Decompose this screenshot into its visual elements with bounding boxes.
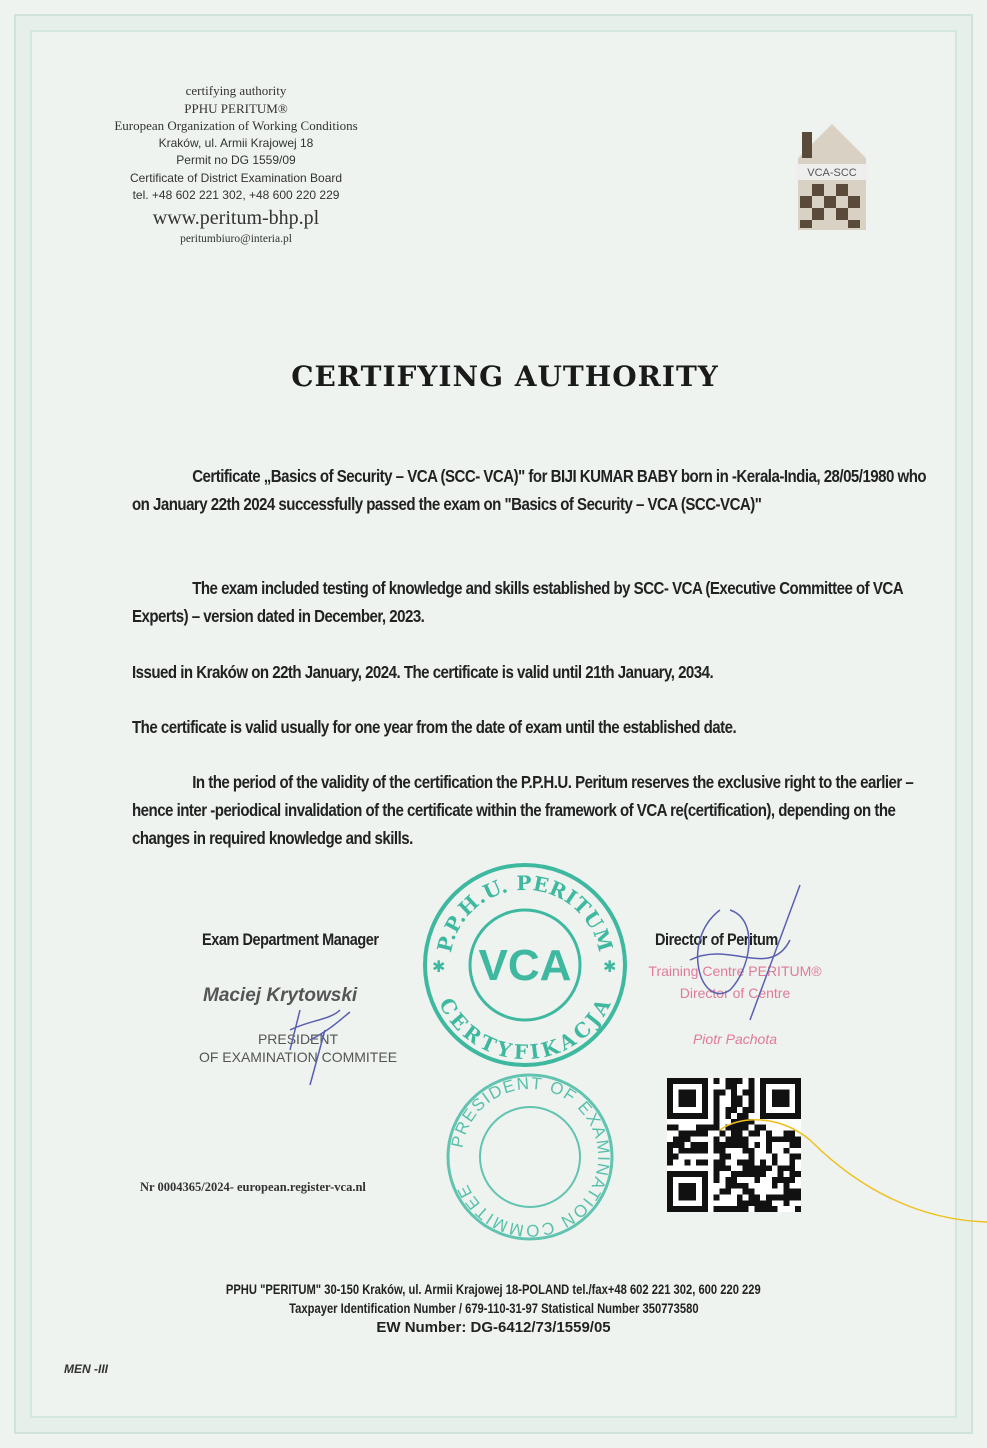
qr-finder (679, 1090, 696, 1107)
qr-module (714, 1125, 720, 1131)
qr-module (714, 1119, 720, 1125)
qr-module (749, 1095, 755, 1101)
qr-module (679, 1136, 685, 1142)
qr-finder (679, 1183, 696, 1200)
qr-module (667, 1160, 673, 1166)
paragraph-issued: Issued in Kraków on 22th January, 2024. The certificate is valid until 21th January, 2034. (132, 662, 714, 682)
stamp-center-text: VCA (478, 941, 572, 990)
svg-text:PRESIDENT OF EXAMINATION COMMI (448, 1074, 614, 1240)
qr-module (749, 1084, 755, 1090)
header-line: Certificate of District Examination Board (129, 170, 343, 185)
paragraph-reservation: In the period of the validity of the certification the P.P.H.U. Peritum reserves the exclusive right to the earlier – hence inter -periodical invalidation of the certificate within the framework of VCA re(certification), depending on the changes in required knowledge and skills. (132, 772, 914, 848)
qr-module (714, 1136, 720, 1142)
qr-module (667, 1148, 673, 1154)
qr-module (731, 1084, 737, 1090)
committee-stamp-text: PRESIDENT OF EXAMINATION COMMITEE (447, 1073, 614, 1241)
stamp-bottom-text: CERTYFIKACJA (434, 993, 616, 1065)
qr-module (725, 1078, 731, 1084)
qr-module (667, 1154, 673, 1160)
qr-module (714, 1090, 720, 1096)
qr-module (731, 1078, 737, 1084)
qr-module (673, 1154, 679, 1160)
role-line: OF EXAMINATION COMMITEE (198, 1049, 398, 1065)
left-signatory-title: Exam Department Manager (202, 930, 379, 949)
svg-text:CERTYFIKACJA (434, 994, 616, 1065)
paragraph-validity: The certificate is valid usually for one year from the date of exam until the established date. (132, 717, 737, 737)
training-centre-stamp: Training Centre PERITUM® (648, 963, 822, 979)
header-line: European Organization of Working Conditions (114, 118, 358, 133)
qr-module (749, 1090, 755, 1096)
footer (0, 1280, 987, 1337)
examination-committee-stamp (445, 1072, 615, 1242)
header-line: Permit no DG 1559/09 (176, 153, 296, 167)
header-line: PPHU PERITUM® (184, 100, 288, 116)
qr-module (679, 1148, 685, 1154)
paragraph-certificate: Certificate „Basics of Security – VCA (SCC- VCA)" for BIJI KUMAR BABY born in -Kerala-India, 28/05/1980 who on January 22th 2024 successfully passed the exam on "Basics of Security – VCA (SCC-VCA)" (132, 466, 927, 514)
left-signatory-name: Maciej Krytowski (203, 985, 358, 1006)
role-line: PRESIDENT (257, 1031, 339, 1047)
qr-module (702, 1125, 708, 1131)
left-signature (270, 1000, 360, 1090)
qr-module (690, 1130, 696, 1136)
qr-module (731, 1090, 737, 1096)
qr-module (667, 1142, 673, 1148)
qr-module (714, 1113, 720, 1119)
qr-module (714, 1177, 720, 1183)
qr-module (714, 1101, 720, 1107)
qr-module (702, 1130, 708, 1136)
stamp-star-icon: ✱ (432, 959, 446, 976)
qr-module (725, 1084, 731, 1090)
email: peritumbiuro@interia.pl (180, 232, 292, 245)
footer-tax-ids: Taxpayer Identification Number / 679-110-31-97 Statistical Number 350773580 (288, 1300, 699, 1316)
footer-ew-number: EW Number: DG-6412/73/1559/05 (376, 1319, 611, 1336)
stamp-top-text: P.P.H.U. PERITUM (432, 870, 619, 955)
qr-module (702, 1148, 708, 1154)
qr-module (684, 1130, 690, 1136)
qr-module (714, 1107, 720, 1113)
qr-module (714, 1142, 720, 1148)
qr-module (719, 1090, 725, 1096)
qr-module (714, 1148, 720, 1154)
document-title: CERTIFYING AUTHORITY (291, 360, 719, 393)
qr-module (679, 1142, 685, 1148)
qr-module (714, 1078, 720, 1084)
qr-module (714, 1171, 720, 1177)
website: www.peritum-bhp.pl (152, 206, 320, 229)
qr-module (673, 1125, 679, 1131)
qr-module (702, 1160, 708, 1166)
header-line: tel. +48 602 221 302, +48 600 220 229 (132, 188, 340, 202)
qr-module (714, 1195, 720, 1201)
qr-module (673, 1142, 679, 1148)
vca-certification-stamp (420, 860, 630, 1070)
qr-module (690, 1148, 696, 1154)
logo-text: VCA-SCC (807, 167, 857, 179)
qr-module (737, 1078, 743, 1084)
vca-scc-logo (796, 122, 868, 232)
qr-module (708, 1125, 714, 1131)
qr-module (696, 1148, 702, 1154)
right-signatory-title: Director of Peritum (655, 930, 778, 949)
qr-module (714, 1206, 720, 1212)
qr-module (684, 1160, 690, 1166)
right-signature (660, 880, 810, 1040)
corner-code: MEN -III (64, 1362, 108, 1376)
qr-module (731, 1095, 737, 1101)
qr-module (684, 1136, 690, 1142)
annotation-line (720, 1110, 987, 1230)
header-line: Kraków, ul. Armii Krajowej 18 (158, 135, 314, 150)
director-name: Piotr Pachota (692, 1031, 778, 1047)
qr-module (714, 1095, 720, 1101)
qr-module (743, 1090, 749, 1096)
qr-module (737, 1101, 743, 1107)
footer-address: PPHU "PERITUM" 30-150 Kraków, ul. Armii Krajowej 18-POLAND tel./fax+48 602 221 302, 600 220 229 (226, 1281, 761, 1297)
qr-module (696, 1142, 702, 1148)
issuer-header (84, 82, 388, 248)
qr-module (690, 1142, 696, 1148)
qr-module (684, 1148, 690, 1154)
qr-module (673, 1136, 679, 1142)
stamp-star-icon: ✱ (603, 959, 617, 976)
register-number: Nr 0004365/2024- european.register-vca.nl (140, 1180, 366, 1194)
qr-module (667, 1125, 673, 1131)
qr-module (702, 1142, 708, 1148)
qr-module (714, 1165, 720, 1171)
qr-module (696, 1125, 702, 1131)
director-stamp: Director of Centre (679, 985, 791, 1001)
paragraph-exam: The exam included testing of knowledge and skills established by SCC- VCA (Executive Committee of VCA Experts) – version dated in December, 2023. (132, 578, 903, 626)
header-line: certifying authority (185, 83, 287, 98)
qr-module (696, 1160, 702, 1166)
qr-module (749, 1101, 755, 1107)
qr-module (731, 1101, 737, 1107)
qr-module (696, 1130, 702, 1136)
qr-module (737, 1095, 743, 1101)
qr-module (679, 1130, 685, 1136)
qr-module (714, 1160, 720, 1166)
qr-finder (772, 1090, 789, 1107)
qr-module (749, 1078, 755, 1084)
